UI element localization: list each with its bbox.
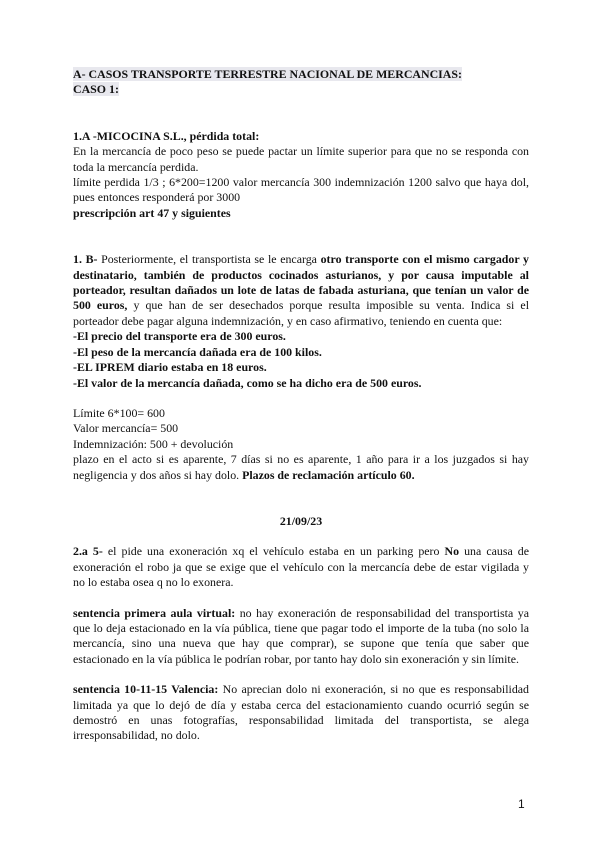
section-heading: A- CASOS TRANSPORTE TERRESTRE NACIONAL DE MERCANCIAS:	[73, 67, 462, 81]
case-1b-item: -EL IPREM diario estaba en 18 euros.	[73, 360, 267, 375]
page-number: 1	[518, 797, 525, 811]
document-body	[73, 67, 529, 744]
case-1b-item: -El valor de la mercancía dañada, como se ha dicho era de 500 euros.	[73, 375, 422, 390]
date-heading: 21/09/23	[279, 513, 323, 528]
case-2a5-paragraph: 2.a 5- el pide una exoneración xq el vehículo estaba en un parking pero No una causa de exoneración el robo ja que se exige que el vehículo con la mercancía debe de estar vigilada y no lo estaba osea q no lo exonera.	[73, 544, 529, 590]
calc-indemnity: Indemnización: 500 + devolución	[73, 436, 234, 451]
sentencia-2-paragraph: sentencia 10-11-15 Valencia: No aprecian dolo ni exoneración, si no que es responsabilidad limitada ya que lo dejó de día y estaba cerca del estacionamiento cuando ocurrió según se demostró en unas fotografías, responsabilidad limitada del transportista, se alega irresponsabilidad, no dolo.	[73, 682, 530, 743]
spacer	[73, 391, 529, 406]
case-1b-item: -El precio del transporte era de 300 euros.	[73, 329, 286, 344]
spacer	[73, 483, 529, 514]
case-heading: CASO 1:	[73, 82, 119, 97]
spacer	[73, 667, 529, 682]
spacer	[73, 98, 529, 129]
case-1a-title: 1.A -MICOCINA S.L., pérdida total:	[73, 128, 260, 143]
calc-value: Valor mercancía= 500	[73, 421, 179, 436]
spacer	[73, 529, 529, 544]
spacer	[73, 221, 529, 252]
spacer	[73, 591, 529, 606]
case-1a-paragraph-2: límite perdida 1/3 ; 6*200=1200 valor mercancía 300 indemnización 1200 salvo que haya dol, pues entonces responderá por 3000	[73, 175, 529, 205]
case-1b-item: -El peso de la mercancía dañada era de 100 kilos.	[73, 344, 322, 359]
sentencia-1-paragraph: sentencia primera aula virtual: no hay exoneración de responsabilidad del transportista ya que lo deja estacionado en la vía pública, tiene que pagar todo el importe de la tuba (no solo la mercancía, sino una nueva que hay que comprar), se supone que tenía que saber que estacionado en la vía pública le podrían robar, por tanto hay dolo sin exoneración y sin límite.	[73, 605, 529, 666]
case-1a-prescription: prescripción art 47 y siguientes	[73, 205, 231, 220]
case-1b-statement: 1. B- Posteriormente, el transportista se le encarga otro transporte con el mismo cargador y destinatario, también de productos cocinados asturianos, y por causa imputable al porteador, resultan dañados un lote de latas de fabada asturiana, que tenían un valor de 500 euros, y que han de ser desechados porque resulta imposible su venta. Indica si el porteador debe pagar alguna indemnización, y en caso afirmativo, teniendo en cuenta que:	[73, 252, 530, 328]
calc-deadlines: plazo en el acto si es aparente, 7 días si no es aparente, 1 año para ir a los juzgados si hay negligencia y dos años si hay dolo. Plazos de reclamación artículo 60.	[73, 452, 529, 482]
calc-limit: Límite 6*100= 600	[73, 405, 165, 420]
case-1a-paragraph-1: En la mercancía de poco peso se puede pactar un límite superior para que no se responda con toda la mercancía perdida.	[73, 144, 529, 174]
